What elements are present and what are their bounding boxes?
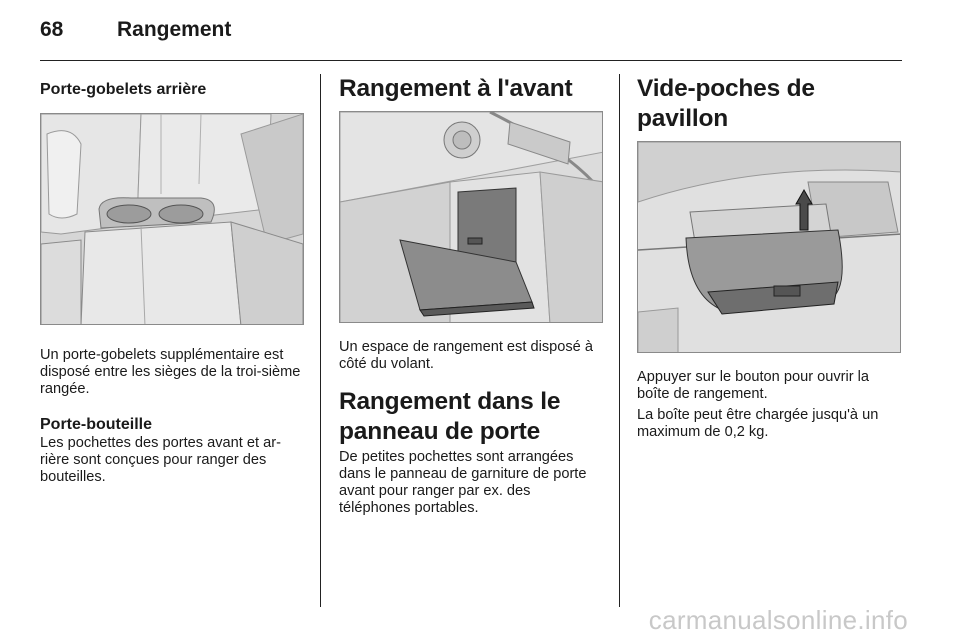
header-rule [40, 60, 902, 61]
watermark: carmanualsonline.info [648, 605, 908, 635]
figure-rear-cupholder [40, 113, 304, 325]
roof-storage-illustration [638, 142, 901, 353]
section-heading-rear-cupholders: Porte-gobelets arrière [40, 81, 207, 98]
figure-front-storage [339, 111, 603, 323]
front-storage-illustration [340, 112, 603, 323]
chapter-title: Rangement [117, 18, 232, 41]
column-divider-1 [320, 74, 321, 607]
paragraph-extra-cupholder: Un porte-gobelets supplémentaire est disposé entre les sièges de la troi-sième rangée. [40, 347, 301, 397]
rear-cupholder-illustration [41, 114, 304, 325]
paragraph-roof-storage-load: La boîte peut être chargée jusqu'à un maximum de 0,2 kg. [637, 407, 879, 440]
paragraph-bottle-holder: Les pochettes des portes avant et ar-rière sont conçues pour ranger des bouteilles. [40, 435, 281, 485]
paragraph-roof-storage-open: Appuyer sur le bouton pour ouvrir la boîte de rangement. [637, 369, 870, 402]
column-divider-2 [619, 74, 620, 607]
column-front-storage [339, 74, 603, 517]
section-heading-bottle-holder: Porte-bouteille [40, 416, 153, 433]
section-heading-door-panel-storage: Rangement dans le panneau de porte [339, 388, 561, 445]
paragraph-front-storage: Un espace de rangement est disposé à côté du volant. [339, 339, 593, 372]
page-number: 68 [40, 18, 64, 41]
column-rear-cupholder [40, 74, 304, 486]
paragraph-door-panel-storage: De petites pochettes sont arrangées dans le panneau de garniture de porte avant pour ranger par ex. des téléphones portables. [339, 449, 587, 516]
column-roof-storage [637, 74, 901, 441]
figure-roof-storage [637, 141, 901, 353]
section-heading-front-storage: Rangement à l'avant [339, 75, 573, 102]
section-heading-roof-storage: Vide-poches de pavillon [637, 75, 815, 132]
